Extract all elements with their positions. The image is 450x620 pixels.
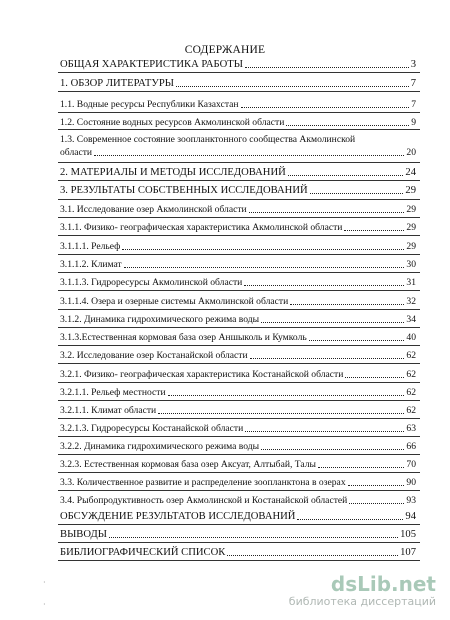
toc-entry-page: 94 bbox=[405, 511, 416, 522]
toc-entry-page: 31 bbox=[406, 277, 416, 288]
toc-entry[interactable] bbox=[60, 511, 416, 523]
toc-entry-title: 3.4. Рыбопродуктивность озер Акмолинской и Костанайской областей bbox=[60, 495, 348, 506]
toc-entry-page: 7 bbox=[411, 99, 416, 110]
toc-entry-title: 3.2.1.1. Рельеф местности bbox=[60, 387, 166, 398]
toc-dot-leader bbox=[297, 519, 403, 520]
divider bbox=[58, 217, 420, 218]
toc-entry[interactable] bbox=[60, 495, 416, 507]
divider bbox=[58, 235, 420, 236]
toc-entry[interactable] bbox=[60, 369, 416, 381]
toc-entry-title: 3. РЕЗУЛЬТАТЫ СОБСТВЕННЫХ ИССЛЕДОВАНИЙ bbox=[60, 185, 308, 196]
toc-entry-page: 90 bbox=[406, 477, 416, 488]
toc-entry-page: 107 bbox=[400, 547, 416, 558]
toc-entry-title: 3.1.1.3. Гидроресурсы Акмолинской области bbox=[60, 277, 243, 288]
watermark-brand: dsLib.net bbox=[330, 572, 436, 596]
divider bbox=[58, 524, 420, 525]
toc-entry-title: 3.1.1. Физико- географическая характеристика Акмолинской области bbox=[60, 222, 343, 233]
divider bbox=[58, 254, 420, 255]
toc-entry-page: 30 bbox=[406, 259, 416, 270]
toc-entry-title-continued: области bbox=[60, 147, 93, 158]
toc-dot-leader bbox=[290, 304, 404, 305]
toc-entry[interactable] bbox=[60, 314, 416, 326]
divider bbox=[58, 199, 420, 200]
toc-entry-title: ВЫВОДЫ bbox=[60, 529, 107, 540]
divider bbox=[58, 345, 420, 346]
toc-entry[interactable] bbox=[60, 117, 416, 129]
toc-dot-leader bbox=[349, 503, 404, 504]
toc-dot-leader bbox=[286, 125, 409, 126]
toc-entry-title: 3.3. Количественное развитие и распределение зоопланктона в озерах bbox=[60, 477, 346, 488]
toc-entry[interactable] bbox=[60, 167, 416, 179]
toc-entry[interactable] bbox=[60, 477, 416, 489]
scan-speck: · bbox=[43, 578, 46, 587]
toc-entry[interactable] bbox=[60, 277, 416, 289]
toc-dot-leader bbox=[227, 555, 398, 556]
toc-dot-leader bbox=[345, 377, 404, 378]
toc-entry-page: 29 bbox=[405, 185, 416, 196]
toc-entry-page: 70 bbox=[406, 459, 416, 470]
toc-entry-title: ОБЩАЯ ХАРАКТЕРИСТИКА РАБОТЫ bbox=[60, 59, 243, 70]
scan-speck: · bbox=[43, 600, 46, 609]
toc-entry-page: 29 bbox=[406, 241, 416, 252]
toc-entry[interactable] bbox=[60, 204, 416, 216]
divider bbox=[58, 180, 420, 181]
toc-entry[interactable] bbox=[60, 185, 416, 197]
toc-dot-leader bbox=[109, 537, 398, 538]
divider bbox=[58, 72, 420, 73]
toc-entry-page: 20 bbox=[406, 147, 416, 158]
toc-entry-page: 29 bbox=[406, 222, 416, 233]
toc-entry[interactable] bbox=[60, 405, 416, 417]
toc-entry[interactable] bbox=[60, 59, 416, 71]
divider bbox=[58, 112, 420, 113]
toc-entry-title: 3.1.3.Естественная кормовая база озер Аншыколь и Кумколь bbox=[60, 332, 307, 343]
toc-entry-title: 3.1. Исследование озер Акмолинской области bbox=[60, 204, 247, 215]
toc-entry-title: 3.1.1.4. Озера и озерные системы Акмолинской области bbox=[60, 296, 289, 307]
toc-entry[interactable] bbox=[60, 99, 416, 111]
divider bbox=[58, 400, 420, 401]
toc-entry-title: ОБСУЖДЕНИЕ РЕЗУЛЬТАТОВ ИССЛЕДОВАНИЙ bbox=[60, 511, 296, 522]
divider bbox=[58, 418, 420, 419]
toc-entry-title: 3.1.1.1. Рельеф bbox=[60, 241, 121, 252]
divider bbox=[58, 542, 420, 543]
toc-entry-page: 93 bbox=[406, 495, 416, 506]
divider bbox=[58, 490, 420, 491]
toc-entry-page: 3 bbox=[410, 59, 416, 70]
watermark-subtitle: библиотека диссертаций bbox=[288, 595, 436, 608]
divider bbox=[58, 129, 420, 130]
divider bbox=[58, 309, 420, 310]
toc-entry-title: 2. МАТЕРИАЛЫ И МЕТОДЫ ИССЛЕДОВАНИЙ bbox=[60, 167, 286, 178]
divider bbox=[58, 162, 420, 163]
divider bbox=[58, 454, 420, 455]
toc-entry-title: 3.2.3. Естественная кормовая база озер Аксуат, Алтыбай, Талы bbox=[60, 459, 316, 470]
toc-entry[interactable] bbox=[60, 222, 416, 234]
toc-dot-leader bbox=[249, 212, 405, 213]
divider bbox=[58, 382, 420, 383]
toc-entry-title: 3.2. Исследование озер Костанайской области bbox=[60, 350, 248, 361]
toc-entry-page: 9 bbox=[411, 117, 416, 128]
toc-entry-page: 105 bbox=[400, 529, 416, 540]
toc-entry[interactable] bbox=[60, 259, 416, 271]
toc-entry-title: 3.1.2. Динамика гидрохимического режима воды bbox=[60, 314, 260, 325]
toc-entry-title: 3.2.1. Физико- географическая характеристика Костанайской области bbox=[60, 369, 344, 380]
toc-entry-page: 62 bbox=[406, 350, 416, 361]
toc-entry[interactable] bbox=[60, 423, 416, 435]
divider bbox=[58, 363, 420, 364]
toc-dot-leader bbox=[261, 449, 404, 450]
toc-dot-leader bbox=[288, 175, 404, 176]
toc-entry-title: 1.1. Водные ресурсы Республики Казахстан bbox=[60, 99, 239, 110]
toc-entry[interactable] bbox=[60, 78, 416, 90]
toc-dot-leader bbox=[176, 86, 409, 87]
toc-entry[interactable] bbox=[60, 332, 416, 344]
toc-dot-leader bbox=[168, 395, 405, 396]
toc-entry[interactable] bbox=[60, 296, 416, 308]
divider bbox=[58, 327, 420, 328]
toc-entry[interactable] bbox=[60, 441, 416, 453]
toc-entry-title: 3.2.2. Динамика гидрохимического режима воды bbox=[60, 441, 260, 452]
toc-entry[interactable] bbox=[60, 459, 416, 471]
toc-entry[interactable] bbox=[60, 547, 416, 559]
toc-dot-leader bbox=[348, 485, 405, 486]
toc-entry-page: 62 bbox=[406, 369, 416, 380]
toc-dot-leader bbox=[124, 267, 405, 268]
toc-dot-leader bbox=[245, 431, 404, 432]
toc-dot-leader bbox=[250, 358, 405, 359]
divider bbox=[58, 560, 420, 561]
toc-entry-title: 1. ОБЗОР ЛИТЕРАТУРЫ bbox=[60, 78, 174, 89]
toc-entry-title: 1.2. Состояние водных ресурсов Акмолинской области bbox=[60, 117, 285, 128]
toc-entry-page: 66 bbox=[406, 441, 416, 452]
toc-entry-title: 3.2.1.3. Гидроресурсы Костанайской области bbox=[60, 423, 244, 434]
divider bbox=[58, 272, 420, 273]
toc-dot-leader bbox=[245, 67, 409, 68]
toc-entry[interactable] bbox=[60, 387, 416, 399]
toc-entry[interactable] bbox=[60, 529, 416, 541]
toc-entry[interactable] bbox=[60, 350, 416, 362]
toc-entry-title: 1.3. Современное состояние зоопланктонного сообщества Акмолинской bbox=[60, 134, 356, 145]
divider bbox=[58, 436, 420, 437]
divider bbox=[58, 290, 420, 291]
toc-entry-page: 24 bbox=[405, 167, 416, 178]
divider bbox=[58, 91, 420, 92]
toc-entry-page: 32 bbox=[406, 296, 416, 307]
toc-entry-page: 63 bbox=[406, 423, 416, 434]
toc-dot-leader bbox=[122, 249, 404, 250]
toc-entry-page: 62 bbox=[406, 405, 416, 416]
toc-dot-leader bbox=[344, 230, 404, 231]
toc-dot-leader bbox=[309, 340, 405, 341]
toc-dot-leader bbox=[310, 193, 404, 194]
toc-entry-title: БИБЛИОГРАФИЧЕСКИЙ СПИСОК bbox=[60, 547, 226, 558]
toc-entry[interactable] bbox=[60, 241, 416, 253]
toc-dot-leader bbox=[158, 413, 404, 414]
toc-entry-page: 29 bbox=[406, 204, 416, 215]
toc-dot-leader bbox=[261, 322, 404, 323]
toc-entry-page: 34 bbox=[406, 314, 416, 325]
toc-entry-page: 40 bbox=[406, 332, 416, 343]
toc-entry[interactable] bbox=[60, 133, 416, 159]
divider bbox=[58, 472, 420, 473]
toc-entry-page: 7 bbox=[410, 78, 416, 89]
toc-dot-leader bbox=[94, 155, 404, 156]
toc-entry-title: 3.1.1.2. Климат bbox=[60, 259, 122, 270]
watermark bbox=[289, 573, 436, 608]
toc-entry-title: 3.2.1.1. Климат области bbox=[60, 405, 157, 416]
toc-dot-leader bbox=[244, 285, 404, 286]
page-title: СОДЕРЖАНИЕ bbox=[184, 44, 266, 56]
toc-entry-page: 62 bbox=[406, 387, 416, 398]
toc-dot-leader bbox=[318, 467, 404, 468]
toc-dot-leader bbox=[241, 107, 410, 108]
